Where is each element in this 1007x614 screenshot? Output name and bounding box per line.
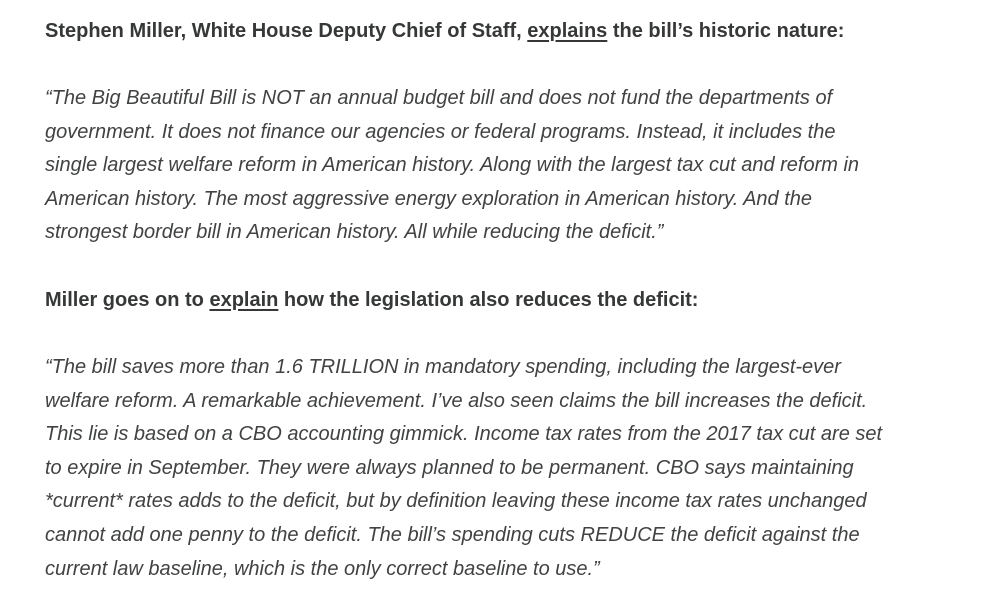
quote-line: current law baseline, which is the only correct baseline to use.”	[45, 557, 600, 580]
article-body	[45, 14, 995, 586]
quote-line: single largest welfare reform in American history. Along with the largest tax cut and reform in	[45, 154, 860, 177]
quote-line: This lie is based on a CBO accounting gimmick. Income tax rates from the 2017 tax cut are set	[45, 423, 883, 446]
intro-text-after: the bill’s historic nature:	[607, 20, 845, 42]
explain-link[interactable]: explain	[209, 288, 279, 311]
intro-text-after: how the legislation also reduces the deficit:	[278, 288, 699, 311]
quote-line: welfare reform. A remarkable achievement. I’ve also seen claims the bill increases the deficit.	[45, 389, 868, 412]
miller-quote-deficit	[45, 351, 995, 586]
intro-text-before: Miller goes on to	[45, 288, 210, 311]
quote-line: “The bill saves more than 1.6 TRILLION in mandatory spending, including the largest-ever	[45, 355, 841, 378]
intro-text-before: Stephen Miller, White House Deputy Chief of Staff,	[45, 20, 528, 42]
quote-line: cannot add one penny to the deficit. The bill’s spending cuts REDUCE the deficit against the	[45, 523, 860, 546]
deficit-intro-paragraph	[45, 283, 995, 317]
quote-line: to expire in September. They were always planned to be permanent. CBO says maintaining	[45, 456, 854, 479]
quote-line: American history. The most aggressive energy exploration in American history. And the	[45, 187, 813, 210]
explains-link[interactable]: explains	[527, 20, 608, 42]
quote-line: government. It does not finance our agencies or federal programs. Instead, it includes the	[45, 120, 836, 143]
quote-line: “The Big Beautiful Bill is NOT an annual budget bill and does not fund the departments of	[45, 87, 833, 109]
miller-quote-historic	[45, 82, 995, 250]
quote-line: strongest border bill in American history. All while reducing the deficit.”	[45, 221, 664, 244]
quote-line: *current* rates adds to the deficit, but by definition leaving these income tax rates unchanged	[45, 490, 867, 513]
miller-intro-paragraph	[45, 14, 995, 48]
